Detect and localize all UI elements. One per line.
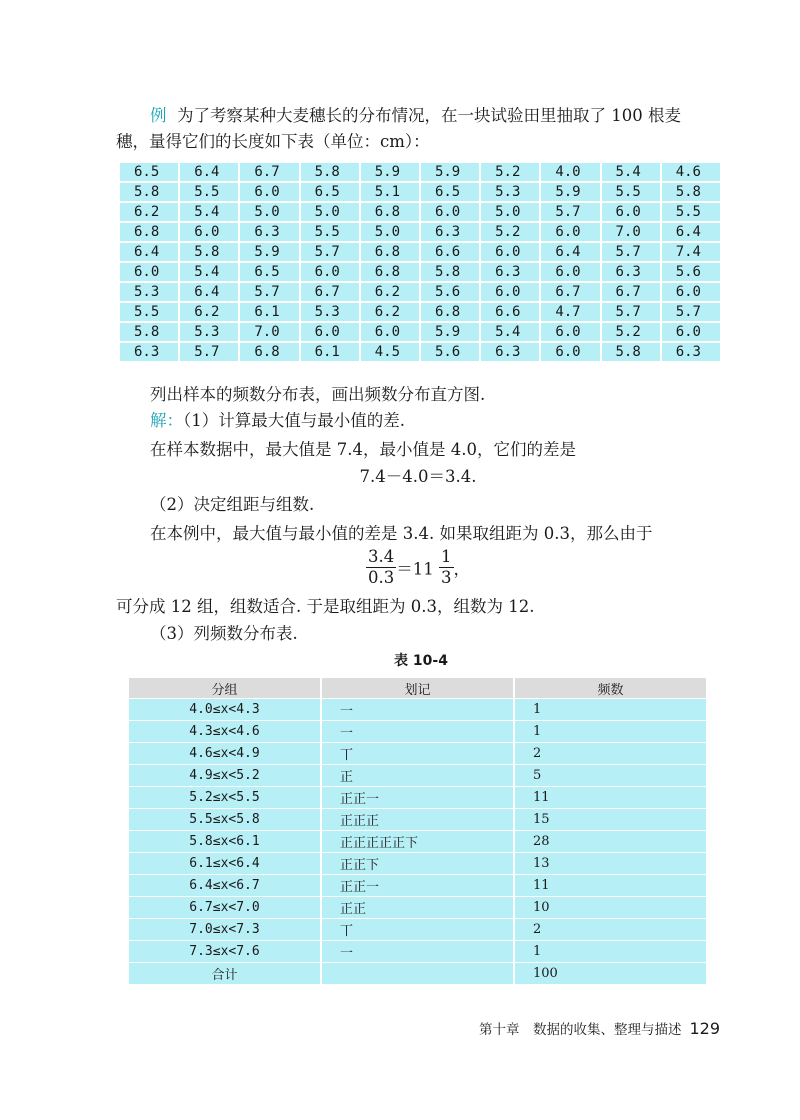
tally-cell: 正正正正正下 bbox=[321, 831, 514, 853]
data-cell: 5.7 bbox=[601, 242, 661, 262]
step3-line: （3）列频数分布表. bbox=[150, 624, 298, 643]
fraction-denominator: 0.3 bbox=[368, 568, 395, 587]
table-row bbox=[128, 919, 707, 941]
data-cell: 6.3 bbox=[480, 262, 540, 282]
data-cell: 6.4 bbox=[179, 282, 239, 302]
fraction bbox=[366, 547, 396, 588]
data-cell: 6.5 bbox=[300, 182, 360, 202]
tally-cell: 正正一 bbox=[321, 875, 514, 897]
data-cell: 6.0 bbox=[179, 222, 239, 242]
data-cell: 5.4 bbox=[179, 262, 239, 282]
data-cell: 5.9 bbox=[420, 162, 480, 182]
table-row bbox=[128, 831, 707, 853]
data-cell: 4.0 bbox=[540, 162, 600, 182]
data-cell: 6.6 bbox=[420, 242, 480, 262]
data-cell: 5.5 bbox=[661, 202, 721, 222]
data-cell: 5.5 bbox=[119, 302, 179, 322]
data-cell: 6.4 bbox=[119, 242, 179, 262]
data-cell: 6.3 bbox=[661, 342, 721, 362]
difference-equation: 7.4－4.0＝3.4. bbox=[359, 467, 477, 486]
data-cell: 5.0 bbox=[239, 202, 299, 222]
mixed-numerator: 1 bbox=[441, 547, 452, 566]
table-row bbox=[128, 743, 707, 765]
page-number: 129 bbox=[689, 1019, 720, 1038]
table-row bbox=[128, 809, 707, 831]
tally-cell: 一 bbox=[321, 721, 514, 743]
data-cell: 6.0 bbox=[661, 322, 721, 342]
data-cell: 6.0 bbox=[540, 262, 600, 282]
data-cell: 6.0 bbox=[540, 342, 600, 362]
data-cell: 6.7 bbox=[601, 282, 661, 302]
frequency-cell: 1 bbox=[514, 941, 707, 963]
step1-text: （1）计算最大值与最小值的差. bbox=[183, 411, 405, 430]
data-cell: 5.6 bbox=[420, 282, 480, 302]
data-cell: 6.2 bbox=[360, 302, 420, 322]
data-cell: 6.7 bbox=[540, 282, 600, 302]
table-caption: 表 10-4 bbox=[394, 653, 448, 669]
table-row bbox=[128, 699, 707, 721]
tally-cell: 丅 bbox=[321, 743, 514, 765]
data-cell: 6.2 bbox=[119, 202, 179, 222]
data-cell: 6.7 bbox=[300, 282, 360, 302]
data-row bbox=[119, 202, 721, 222]
data-cell: 6.0 bbox=[360, 322, 420, 342]
data-cell: 7.0 bbox=[601, 222, 661, 242]
equation-comma: ， bbox=[453, 559, 470, 579]
data-cell: 4.6 bbox=[661, 162, 721, 182]
data-cell: 5.7 bbox=[300, 242, 360, 262]
data-cell: 6.8 bbox=[239, 342, 299, 362]
step2-line: （2）决定组距与组数. bbox=[150, 495, 315, 514]
data-cell: 5.7 bbox=[540, 202, 600, 222]
mixed-denominator: 3 bbox=[441, 568, 452, 587]
data-cell: 5.0 bbox=[480, 202, 540, 222]
frequency-cell: 11 bbox=[514, 787, 707, 809]
data-cell: 4.5 bbox=[360, 342, 420, 362]
data-cell: 5.8 bbox=[601, 342, 661, 362]
mixed-fraction bbox=[439, 547, 454, 588]
data-cell: 5.4 bbox=[480, 322, 540, 342]
group-cell: 7.0≤x<7.3 bbox=[128, 919, 321, 941]
data-cell: 6.0 bbox=[540, 222, 600, 242]
group-cell: 6.4≤x<6.7 bbox=[128, 875, 321, 897]
frequency-cell: 15 bbox=[514, 809, 707, 831]
data-cell: 5.8 bbox=[300, 162, 360, 182]
frequency-cell: 28 bbox=[514, 831, 707, 853]
data-cell: 5.7 bbox=[601, 302, 661, 322]
group-cell: 4.0≤x<4.3 bbox=[128, 699, 321, 721]
data-row bbox=[119, 182, 721, 202]
group-cell: 5.8≤x<6.1 bbox=[128, 831, 321, 853]
group-cell: 5.2≤x<5.5 bbox=[128, 787, 321, 809]
data-cell: 6.4 bbox=[540, 242, 600, 262]
data-row bbox=[119, 162, 721, 182]
group-width-line: 在本例中，最大值与最小值的差是 3.4. 如果取组距为 0.3，那么由于 bbox=[150, 524, 653, 543]
sample-data-table bbox=[118, 161, 722, 363]
page-footer bbox=[479, 1018, 720, 1038]
data-cell: 5.3 bbox=[300, 302, 360, 322]
data-cell: 7.0 bbox=[239, 322, 299, 342]
data-cell: 5.7 bbox=[239, 282, 299, 302]
tally-cell: 一 bbox=[321, 699, 514, 721]
data-cell: 6.3 bbox=[420, 222, 480, 242]
frequency-cell: 1 bbox=[514, 699, 707, 721]
data-row bbox=[119, 302, 721, 322]
data-cell: 6.2 bbox=[360, 282, 420, 302]
data-cell: 5.1 bbox=[360, 182, 420, 202]
data-cell: 6.5 bbox=[239, 262, 299, 282]
frequency-cell: 10 bbox=[514, 897, 707, 919]
table-row bbox=[128, 875, 707, 897]
data-cell: 5.0 bbox=[300, 202, 360, 222]
data-cell: 5.5 bbox=[300, 222, 360, 242]
data-cell: 5.8 bbox=[179, 242, 239, 262]
data-cell: 6.8 bbox=[360, 242, 420, 262]
data-cell: 6.8 bbox=[119, 222, 179, 242]
data-cell: 4.7 bbox=[540, 302, 600, 322]
data-cell: 6.1 bbox=[300, 342, 360, 362]
data-cell: 6.0 bbox=[480, 282, 540, 302]
data-cell: 6.8 bbox=[360, 262, 420, 282]
data-cell: 5.9 bbox=[239, 242, 299, 262]
data-cell: 5.0 bbox=[360, 222, 420, 242]
equals-eleven: ＝11 bbox=[396, 559, 434, 579]
data-cell: 5.9 bbox=[540, 182, 600, 202]
data-cell: 6.0 bbox=[420, 202, 480, 222]
table-row bbox=[128, 853, 707, 875]
data-row bbox=[119, 282, 721, 302]
fraction-equation bbox=[116, 547, 720, 588]
data-cell: 6.3 bbox=[480, 342, 540, 362]
data-cell: 6.0 bbox=[661, 282, 721, 302]
data-cell: 6.0 bbox=[300, 322, 360, 342]
frequency-cell: 2 bbox=[514, 919, 707, 941]
data-cell: 6.8 bbox=[360, 202, 420, 222]
group-cell: 6.1≤x<6.4 bbox=[128, 853, 321, 875]
data-cell: 6.0 bbox=[300, 262, 360, 282]
group-cell: 4.6≤x<4.9 bbox=[128, 743, 321, 765]
data-row bbox=[119, 222, 721, 242]
data-cell: 6.0 bbox=[601, 202, 661, 222]
group-cell: 4.9≤x<5.2 bbox=[128, 765, 321, 787]
data-cell: 5.8 bbox=[661, 182, 721, 202]
data-cell: 5.2 bbox=[480, 162, 540, 182]
step1-line bbox=[116, 408, 726, 434]
data-cell: 5.9 bbox=[360, 162, 420, 182]
frequency-cell: 5 bbox=[514, 765, 707, 787]
data-cell: 6.3 bbox=[239, 222, 299, 242]
example-line-2: 穗，量得它们的长度如下表（单位：cm）： bbox=[116, 132, 430, 151]
header-frequency: 频数 bbox=[514, 678, 707, 699]
tally-cell: 正正 bbox=[321, 897, 514, 919]
frequency-table bbox=[127, 678, 708, 985]
tally-cell: 正 bbox=[321, 765, 514, 787]
data-cell: 5.4 bbox=[179, 202, 239, 222]
data-cell: 6.0 bbox=[119, 262, 179, 282]
tally-cell bbox=[321, 963, 514, 985]
data-cell: 6.8 bbox=[420, 302, 480, 322]
group-cell: 6.7≤x<7.0 bbox=[128, 897, 321, 919]
example-text-1: 为了考察某种大麦穗长的分布情况，在一块试验田里抽取了 100 根麦 bbox=[177, 106, 681, 125]
chapter-title: 第十章 数据的收集、整理与描述 bbox=[478, 1022, 682, 1038]
frequency-cell: 13 bbox=[514, 853, 707, 875]
data-cell: 6.4 bbox=[661, 222, 721, 242]
data-cell: 5.3 bbox=[480, 182, 540, 202]
group-cell: 7.3≤x<7.6 bbox=[128, 941, 321, 963]
data-cell: 6.5 bbox=[119, 162, 179, 182]
header-group: 分组 bbox=[128, 678, 321, 699]
data-row bbox=[119, 342, 721, 362]
frequency-cell: 11 bbox=[514, 875, 707, 897]
data-cell: 5.7 bbox=[661, 302, 721, 322]
tally-cell: 正正一 bbox=[321, 787, 514, 809]
data-cell: 5.8 bbox=[119, 322, 179, 342]
total-row bbox=[128, 963, 707, 985]
data-cell: 6.5 bbox=[420, 182, 480, 202]
data-cell: 6.3 bbox=[119, 342, 179, 362]
tally-cell: 丅 bbox=[321, 919, 514, 941]
data-cell: 5.5 bbox=[601, 182, 661, 202]
example-line-1 bbox=[116, 103, 726, 129]
header-tally: 划记 bbox=[321, 678, 514, 699]
fraction-numerator: 3.4 bbox=[368, 547, 395, 566]
data-cell: 5.6 bbox=[661, 262, 721, 282]
max-min-line: 在样本数据中，最大值是 7.4，最小值是 4.0，它们的差是 bbox=[150, 440, 576, 459]
table-row bbox=[128, 941, 707, 963]
data-row bbox=[119, 242, 721, 262]
frequency-cell: 2 bbox=[514, 743, 707, 765]
frequency-cell: 1 bbox=[514, 721, 707, 743]
frequency-cell: 100 bbox=[514, 963, 707, 985]
data-cell: 6.7 bbox=[239, 162, 299, 182]
data-cell: 5.3 bbox=[179, 322, 239, 342]
data-cell: 5.8 bbox=[420, 262, 480, 282]
data-cell: 5.3 bbox=[119, 282, 179, 302]
data-cell: 5.2 bbox=[480, 222, 540, 242]
data-cell: 5.4 bbox=[601, 162, 661, 182]
data-row bbox=[119, 262, 721, 282]
data-cell: 6.0 bbox=[480, 242, 540, 262]
data-cell: 6.6 bbox=[480, 302, 540, 322]
group-cell: 5.5≤x<5.8 bbox=[128, 809, 321, 831]
data-cell: 5.8 bbox=[119, 182, 179, 202]
data-cell: 6.3 bbox=[601, 262, 661, 282]
tally-cell: 正正下 bbox=[321, 853, 514, 875]
data-cell: 6.0 bbox=[239, 182, 299, 202]
table-row bbox=[128, 787, 707, 809]
table-row bbox=[128, 897, 707, 919]
group-cell: 合计 bbox=[128, 963, 321, 985]
data-cell: 5.7 bbox=[179, 342, 239, 362]
data-cell: 7.4 bbox=[661, 242, 721, 262]
data-cell: 6.2 bbox=[179, 302, 239, 322]
data-cell: 5.9 bbox=[420, 322, 480, 342]
solution-label: 解： bbox=[150, 411, 183, 430]
tally-cell: 正正正 bbox=[321, 809, 514, 831]
table-row bbox=[128, 721, 707, 743]
data-row bbox=[119, 322, 721, 342]
data-cell: 5.5 bbox=[179, 182, 239, 202]
table-header-row bbox=[128, 678, 707, 699]
data-cell: 5.2 bbox=[601, 322, 661, 342]
data-cell: 5.6 bbox=[420, 342, 480, 362]
example-label: 例 bbox=[150, 106, 167, 125]
task-line: 列出样本的频数分布表，画出频数分布直方图. bbox=[150, 385, 486, 404]
group-cell: 4.3≤x<4.6 bbox=[128, 721, 321, 743]
data-cell: 6.0 bbox=[540, 322, 600, 342]
data-cell: 6.1 bbox=[239, 302, 299, 322]
table-row bbox=[128, 765, 707, 787]
group-count-line: 可分成 12 组，组数适合. 于是取组距为 0.3，组数为 12. bbox=[116, 597, 535, 616]
data-cell: 6.4 bbox=[179, 162, 239, 182]
tally-cell: 一 bbox=[321, 941, 514, 963]
